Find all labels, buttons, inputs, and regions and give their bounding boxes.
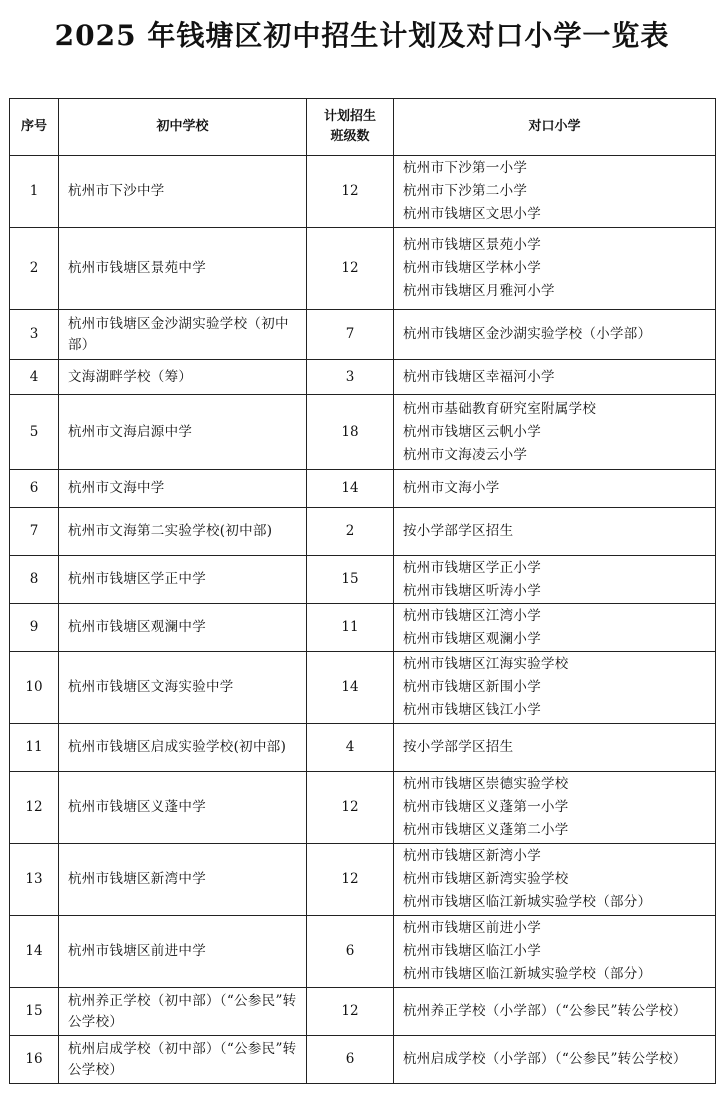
middle-school-name: 杭州市文海第二实验学校(初中部) <box>59 508 307 556</box>
primary-school-name: 杭州市钱塘区义蓬第一小学 <box>403 799 569 815</box>
row-number: 12 <box>10 772 59 844</box>
planned-classes: 18 <box>307 395 394 470</box>
primary-school-name: 杭州市钱塘区新湾实验学校 <box>403 871 569 887</box>
feeder-primary-schools <box>394 772 716 844</box>
planned-classes: 4 <box>307 724 394 772</box>
middle-school-name: 杭州市钱塘区启成实验学校(初中部) <box>59 724 307 772</box>
middle-school-name: 杭州市文海启源中学 <box>59 395 307 470</box>
primary-school-name: 杭州市钱塘区江湾小学 <box>403 607 541 624</box>
primary-school-name: 按小学部学区招生 <box>403 523 514 539</box>
middle-school-name: 杭州市文海中学 <box>59 470 307 508</box>
primary-school-name: 杭州市钱塘区新围小学 <box>403 679 541 695</box>
table-row <box>10 604 716 652</box>
table-row <box>10 916 716 988</box>
middle-school-name: 杭州启成学校（初中部）（“公参民”转公学校） <box>59 1036 307 1084</box>
planned-classes: 12 <box>307 228 394 310</box>
table-row <box>10 844 716 916</box>
primary-school-name: 杭州市钱塘区文思小学 <box>403 206 541 222</box>
table-row <box>10 228 716 310</box>
row-number: 11 <box>10 724 59 772</box>
primary-school-name: 杭州市钱塘区听涛小学 <box>403 582 541 599</box>
row-number: 4 <box>10 360 59 395</box>
primary-school-name: 杭州市钱塘区月雅河小学 <box>403 283 555 299</box>
feeder-primary-schools <box>394 724 716 772</box>
table-row <box>10 470 716 508</box>
row-number: 15 <box>10 988 59 1036</box>
feeder-primary-schools <box>394 604 716 652</box>
feeder-primary-schools <box>394 916 716 988</box>
primary-school-name: 杭州市钱塘区学正小学 <box>403 559 541 576</box>
planned-classes: 6 <box>307 1036 394 1084</box>
primary-school-name: 杭州市钱塘区义蓬第二小学 <box>403 822 569 838</box>
primary-school-name: 杭州市文海小学 <box>403 480 500 496</box>
middle-school-name: 杭州养正学校（初中部）（“公参民”转公学校） <box>59 988 307 1036</box>
middle-school-name: 杭州市钱塘区新湾中学 <box>59 844 307 916</box>
table-row <box>10 652 716 724</box>
primary-school-name: 杭州启成学校（小学部）（“公参民”转公学校） <box>403 1051 687 1067</box>
row-number: 1 <box>10 156 59 228</box>
planned-classes: 12 <box>307 156 394 228</box>
feeder-primary-schools <box>394 844 716 916</box>
primary-school-name: 杭州市钱塘区新湾小学 <box>403 848 541 864</box>
header-primary: 对口小学 <box>394 99 716 156</box>
table-row <box>10 988 716 1036</box>
header-classes <box>307 99 394 156</box>
primary-school-name: 杭州市钱塘区前进小学 <box>403 920 541 936</box>
enrollment-table <box>9 98 716 1084</box>
primary-school-name: 杭州养正学校（小学部）（“公参民”转公学校） <box>403 1003 687 1019</box>
planned-classes: 12 <box>307 844 394 916</box>
feeder-primary-schools <box>394 1036 716 1084</box>
primary-school-name: 杭州市钱塘区景苑小学 <box>403 237 541 253</box>
primary-school-name: 杭州市下沙第一小学 <box>403 160 528 176</box>
table-row <box>10 556 716 604</box>
feeder-primary-schools <box>394 652 716 724</box>
header-no: 序号 <box>10 99 59 156</box>
feeder-primary-schools <box>394 508 716 556</box>
middle-school-name: 文海湖畔学校（筹） <box>59 360 307 395</box>
primary-school-name: 杭州市钱塘区钱江小学 <box>403 702 541 718</box>
row-number: 5 <box>10 395 59 470</box>
planned-classes: 14 <box>307 470 394 508</box>
planned-classes: 14 <box>307 652 394 724</box>
feeder-primary-schools <box>394 470 716 508</box>
table-row <box>10 508 716 556</box>
table-row <box>10 310 716 360</box>
primary-school-name: 杭州市钱塘区临江新城实验学校（部分） <box>403 894 652 910</box>
table-row <box>10 772 716 844</box>
primary-school-name: 杭州市钱塘区崇德实验学校 <box>403 776 569 792</box>
row-number: 14 <box>10 916 59 988</box>
header-classes-line2: 班级数 <box>330 129 370 144</box>
row-number: 9 <box>10 604 59 652</box>
header-school: 初中学校 <box>59 99 307 156</box>
middle-school-name: 杭州市钱塘区义蓬中学 <box>59 772 307 844</box>
feeder-primary-schools <box>394 988 716 1036</box>
primary-school-name: 杭州市基础教育研究室附属学校 <box>403 400 597 417</box>
row-number: 10 <box>10 652 59 724</box>
feeder-primary-schools <box>394 156 716 228</box>
middle-school-name: 杭州市钱塘区文海实验中学 <box>59 652 307 724</box>
planned-classes: 3 <box>307 360 394 395</box>
primary-school-name: 杭州市钱塘区临江小学 <box>403 943 541 959</box>
feeder-primary-schools <box>394 395 716 470</box>
middle-school-name: 杭州市钱塘区观澜中学 <box>59 604 307 652</box>
primary-school-name: 按小学部学区招生 <box>403 739 514 755</box>
middle-school-name: 杭州市钱塘区景苑中学 <box>59 228 307 310</box>
table-row <box>10 1036 716 1084</box>
row-number: 16 <box>10 1036 59 1084</box>
primary-school-name: 杭州市钱塘区江海实验学校 <box>403 656 569 672</box>
primary-school-name: 杭州市钱塘区幸福河小学 <box>403 368 555 385</box>
row-number: 7 <box>10 508 59 556</box>
planned-classes: 12 <box>307 772 394 844</box>
planned-classes: 12 <box>307 988 394 1036</box>
planned-classes: 2 <box>307 508 394 556</box>
planned-classes: 6 <box>307 916 394 988</box>
feeder-primary-schools <box>394 556 716 604</box>
primary-school-name: 杭州市文海凌云小学 <box>403 446 528 463</box>
feeder-primary-schools <box>394 228 716 310</box>
planned-classes: 15 <box>307 556 394 604</box>
planned-classes: 7 <box>307 310 394 360</box>
middle-school-name: 杭州市钱塘区金沙湖实验学校（初中部） <box>59 310 307 360</box>
row-number: 6 <box>10 470 59 508</box>
feeder-primary-schools <box>394 360 716 395</box>
header-classes-line1: 计划招生 <box>323 109 376 124</box>
primary-school-name: 杭州市钱塘区学林小学 <box>403 260 541 276</box>
row-number: 3 <box>10 310 59 360</box>
row-number: 13 <box>10 844 59 916</box>
row-number: 8 <box>10 556 59 604</box>
table-row <box>10 395 716 470</box>
middle-school-name: 杭州市下沙中学 <box>59 156 307 228</box>
planned-classes: 11 <box>307 604 394 652</box>
table-row <box>10 724 716 772</box>
page-title: 2025 年钱塘区初中招生计划及对口小学一览表 <box>54 19 670 52</box>
table-header-row <box>10 99 716 156</box>
primary-school-name: 杭州市下沙第二小学 <box>403 183 528 199</box>
middle-school-name: 杭州市钱塘区前进中学 <box>59 916 307 988</box>
table-row <box>10 156 716 228</box>
row-number: 2 <box>10 228 59 310</box>
primary-school-name: 杭州市钱塘区临江新城实验学校（部分） <box>403 966 652 982</box>
primary-school-name: 杭州市钱塘区云帆小学 <box>403 423 541 440</box>
feeder-primary-schools <box>394 310 716 360</box>
table-row <box>10 360 716 395</box>
primary-school-name: 杭州市钱塘区观澜小学 <box>403 630 541 647</box>
primary-school-name: 杭州市钱塘区金沙湖实验学校（小学部） <box>403 326 652 342</box>
middle-school-name: 杭州市钱塘区学正中学 <box>59 556 307 604</box>
